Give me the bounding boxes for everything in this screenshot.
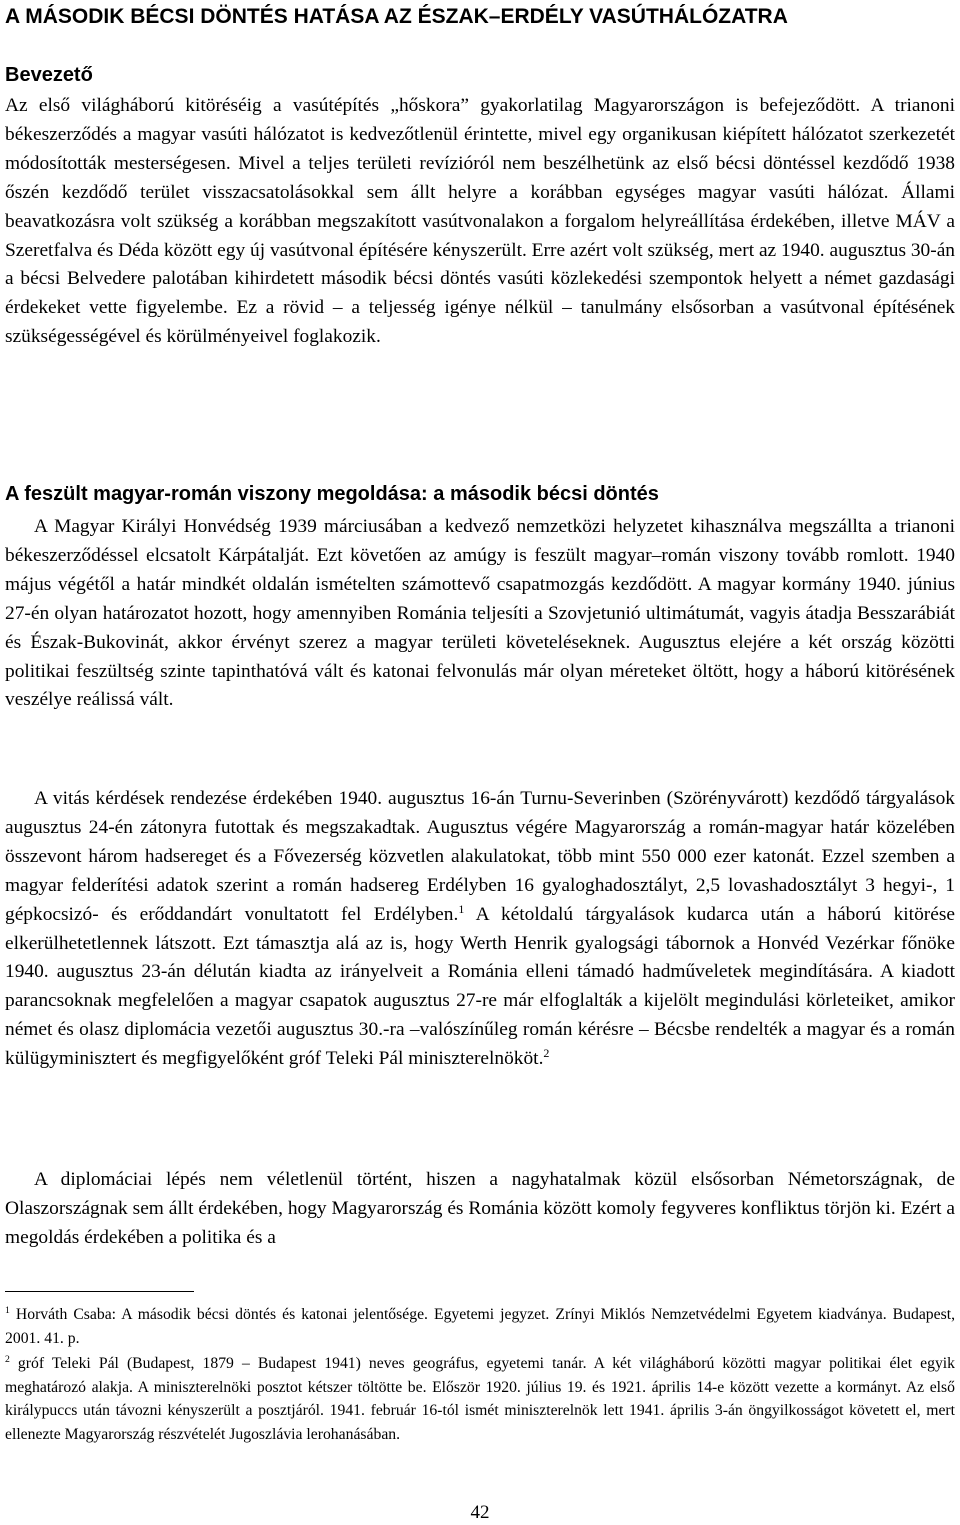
footnote-1 [5, 1303, 955, 1350]
document-title: A MÁSODIK BÉCSI DÖNTÉS HATÁSA AZ ÉSZAK–ERDÉLY VASÚTHÁLÓZATRA [5, 5, 788, 28]
footnote-2-number: 2 [5, 1354, 10, 1366]
paragraph-3: A diplomáciai lépés nem véletlenül történt, hiszen a nagyhatalmak közül elsősorban Németországnak, de Olaszországnak sem állt érdekében, hogy Magyarország és Románia között komoly fegyveres konfliktus törjön ki. Ezért a megoldás érdekében a politika és a [5, 1169, 955, 1248]
intro-paragraph: Az első világháború kitöréséig a vasútépítés „hőskora” gyakorlatilag Magyarországon is befejeződött. A trianoni békeszerződés a magyar vasúti hálózatot is kedvezőtlenül érintette, mivel egy organikusan kiépített hálózatot szerkezetét módosították mesterségesen. Mivel a teljes területi revízióról nem beszélhetünk az első bécsi döntéssel kezdődő 1938 őszén kezdődő terület visszacsatolásokkal sem állt helyre a korábban egységes magyar vasúti hálózat. Állami beavatkozásra volt szükség a korábban megszakított vasútvonalakon a forgalom helyreállítása érdekében, illetve MÁV a Szeretfalva és Déda között egy új vasútvonal építésére kényszerült. Erre azért volt szükség, mert az 1940. augusztus 30-án a bécsi Belvedere palotában kihirdetett második bécsi döntés vasúti közlekedési szempontok helyett a német gazdasági érdekeket vette figyelembe. Ez a rövid – a teljesség igénye nélkül – tanulmány elsősorban a vasútvonal építésének szükségességével és körülményeivel foglakozik. [5, 95, 955, 348]
paragraph-2 [5, 785, 955, 1074]
footnote-1-number: 1 [5, 1305, 10, 1317]
footnote-2 [5, 1352, 955, 1446]
footnote-2-text: gróf Teleki Pál (Budapest, 1879 – Budapest 1941) neves geográfus, egyetemi tanár. A két világháború közötti magyar politikai élet egyik meghatározó alakja. A miniszterelnöki posztot kétszer töltötte be. Először 1920. július 19. és 1921. április 14-e között vezette a kormányt. Az első királypuccs után távozni kényszerült a posztjáról. 1941. február 16-tól ismét miniszterelnök lett 1941. április 3-án öngyilkosságot követett el, mert ellenezte Magyarország részvételét Jugoszlávia lerohanásában. [5, 1355, 955, 1443]
page-number: 42 [470, 1502, 490, 1523]
paragraph-1: A Magyar Királyi Honvédség 1939 márciusában a kedvező nemzetközi helyzetet kihasználva megszállta a trianoni békeszerződéssel elcsatolt Kárpátalját. Ezt követően az amúgy is feszült magyar–román viszony tovább romlott. 1940 május végétől a határ mindkét oldalán ismételten számottevő csapatmozgás kezdődött. A magyar kormány 1940. június 27-én olyan határozatot hozott, hogy amennyiben Románia teljesíti a Szovjetunió ultimátumát, vagyis átadja Besszarábiát és Észak-Bukovinát, akkor érvényt szerez a magyar területi követeléseknek. Augusztus elejére a két ország közötti politikai feszültség szinte tapinthatóvá vált és katonai felvonulás már olyan méreteket öltött, hogy a háború kitörésének veszélye reálissá vált. [5, 516, 955, 711]
intro-heading: Bevezető [5, 64, 93, 86]
paragraph-2-part-a: A vitás kérdések rendezése érdekében 1940. augusztus 16-án Turnu-Severinben (Szörényvárott) kezdődő tárgyalások augusztus 24-én zátonyra futottak és megszakadtak. Augusztus végére Magyarország a román-magyar határ közelében összevont három hadsereget és a Fővezerség közvetlen alakulatokat, több mint 550 000 ezer katonát. Ezzel szemben a magyar felderítési adatok szerint a román hadsereg Erdélyben 16 gyaloghadosztályt, 2,5 lovashadosztályt 3 hegyi-, 1 gépkocsizó- és erőddandárt vonultatott fel Erdélyben. [5, 788, 955, 925]
paragraph-2-part-b: A kétoldalú tárgyalások kudarca után a háború kitörése elkerülhetetlennek látszott. Ezt támasztja alá az is, hogy Werth Henrik gyalogsági tábornok a Honvéd Vezérkar főnöke 1940. augusztus 23-án délután kiadta az irányelveit a Románia elleni támadó hadműveletek megindítására. A kiadott parancsoknak megfelelően a magyar csapatok augusztus 27-re már elfoglalták a kijelölt megindulási körleteiket, amikor német és olasz diplomácia vezetői augusztus 30.-ra –valószínűleg román kérésre – Bécsbe rendelték a magyar és a román külügyminisztert és megfigyelőként gróf Teleki Pál miniszterelnököt. [5, 903, 955, 1070]
footnote-1-text: Horváth Csaba: A második bécsi döntés és katonai jelentősége. Egyetemi jegyzet. Zrínyi Miklós Nemzetvédelmi Egyetem kiadványa. Budapest, 2001. 41. p. [5, 1306, 955, 1347]
section-heading: A feszült magyar-román viszony megoldása: a második bécsi döntés [5, 483, 659, 505]
footnote-divider [5, 1291, 194, 1292]
footnote-ref-2: 2 [543, 1045, 550, 1060]
footnote-ref-1: 1 [458, 901, 465, 916]
